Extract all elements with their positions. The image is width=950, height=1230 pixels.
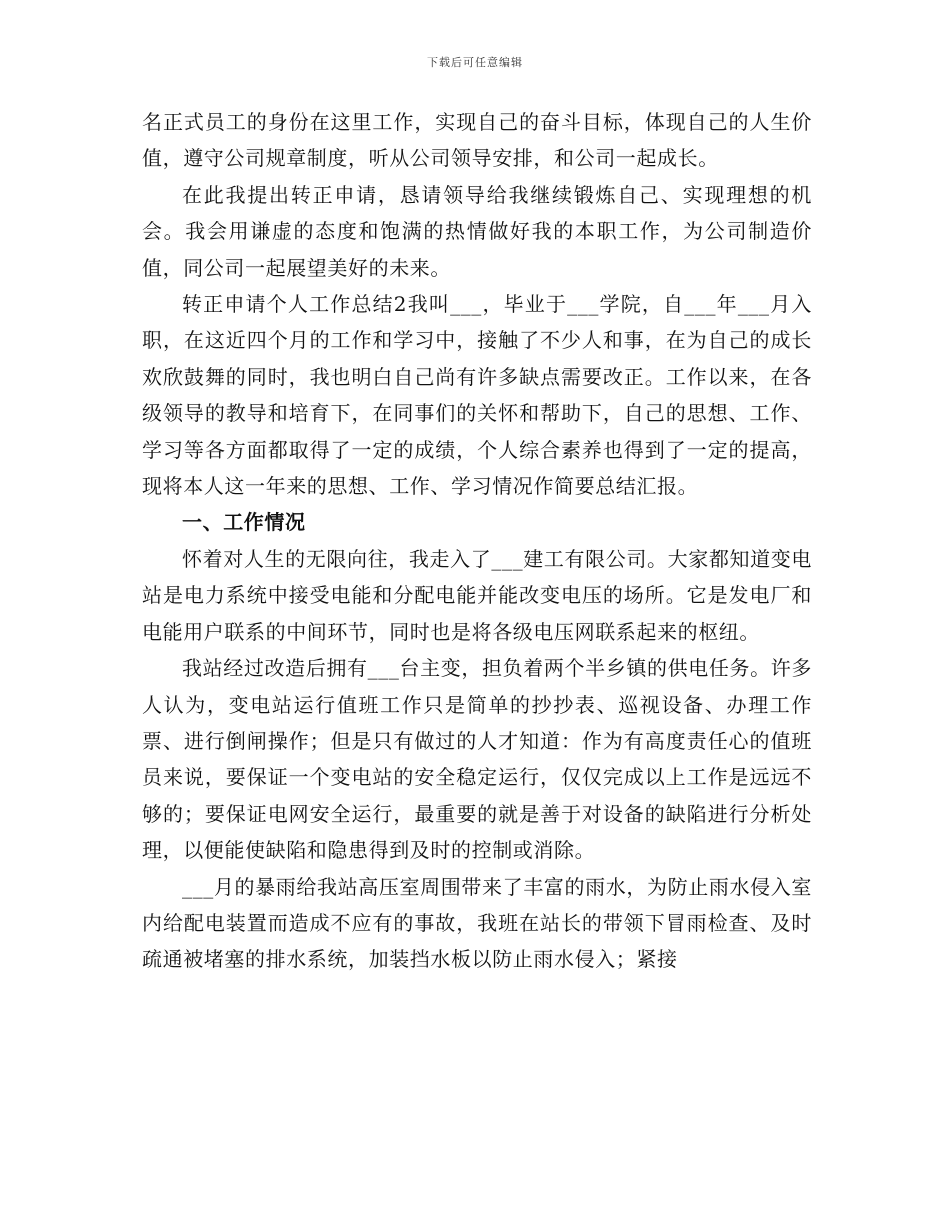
page-header: 下载后可任意编辑: [427, 56, 523, 69]
document-body: [142, 104, 812, 978]
paragraph-continuation: 名正式员工的身份在这里工作，实现自己的奋斗目标，体现自己的人生价值，遵守公司规章制度，听从公司领导安排，和公司一起成长。: [142, 110, 812, 171]
paragraph-summary-intro: 转正申请个人工作总结2我叫___，毕业于___学院，自___年___月入职，在这近四个月的工作和学习中，接触了不少人和事，在为自己的成长欢欣鼓舞的同时，我也明白自己尚有许多缺点需要改正。工作以来，在各级领导的教导和培育下，在同事们的关怀和帮助下，自己的思想、工作、学习等各方面都取得了一定的成绩，个人综合素养也得到了一定的提高，现将本人这一年来的思想、工作、学习情况作简要总结汇报。: [142, 292, 812, 499]
paragraph-company-intro: 怀着对人生的无限向往，我走入了___建工有限公司。大家都知道变电站是电力系统中接受电能和分配电能并能改变电压的场所。它是发电厂和电能用户联系的中间环节，同时也是将各级电压网联系起来的枢纽。: [142, 546, 812, 644]
paragraph-transfer-request: 在此我提出转正申请，恳请领导给我继续锻炼自己、实现理想的机会。我会用谦虚的态度和饱满的热情做好我的本职工作，为公司制造价值，同公司一起展望美好的未来。: [142, 182, 812, 280]
paragraph-rainstorm: ___月的暴雨给我站高压室周围带来了丰富的雨水，为防止雨水侵入室内给配电装置而造成不应有的事故，我班在站长的带领下冒雨检查、及时疏通被堵塞的排水系统，加装挡水板以防止雨水侵入；紧接: [142, 874, 812, 972]
section-heading-work-situation: 一、工作情况: [182, 510, 306, 535]
paragraph-substation-duties: 我站经过改造后拥有___台主变，担负着两个半乡镇的供电任务。许多人认为，变电站运行值班工作只是简单的抄抄表、巡视设备、办理工作票、进行倒闸操作；但是只有做过的人才知道：作为有高度责任心的值班员来说，要保证一个变电站的安全稳定运行，仅仅完成以上工作是远远不够的；要保证电网安全运行，最重要的就是善于对设备的缺陷进行分析处理，以便能使缺陷和隐患得到及时的控制或消除。: [142, 656, 812, 863]
